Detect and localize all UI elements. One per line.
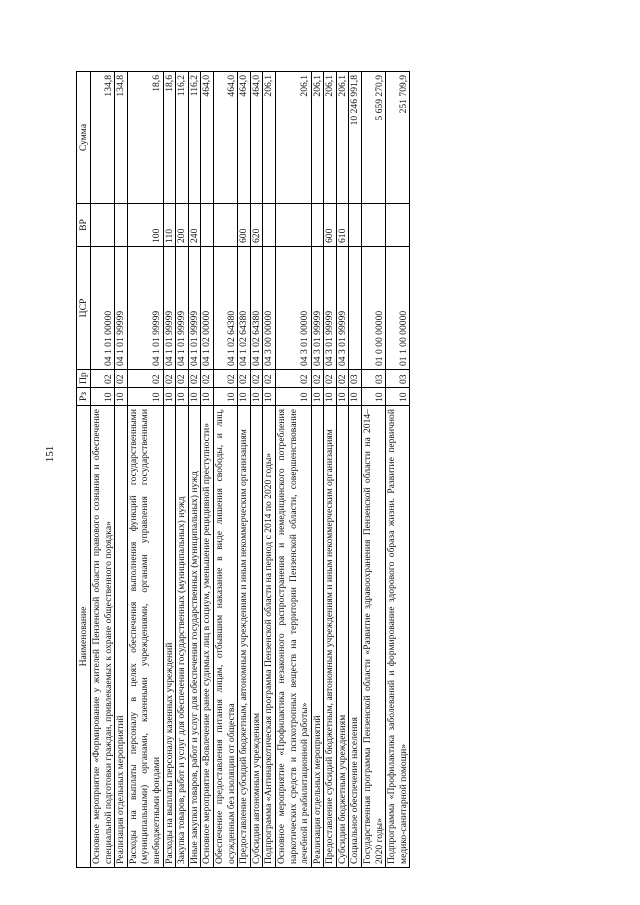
table-row	[238, 72, 251, 868]
cell-rz: 10	[263, 388, 276, 406]
cell-name: Реализация отдельных мероприятий	[115, 406, 128, 868]
cell-pr: 03	[386, 370, 410, 388]
cell-csr: 04 1 01 99999	[176, 247, 189, 370]
table-row	[250, 72, 263, 868]
cell-pr: 02	[311, 370, 324, 388]
cell-sum: 116,2	[176, 72, 189, 204]
cell-name: Предоставление субсидий бюджетным, автономным учреждениям и иным некоммерческим организациям	[238, 406, 251, 868]
cell-vr	[263, 204, 276, 247]
cell-csr: 04 1 02 64380	[213, 247, 237, 370]
table-row	[115, 72, 128, 868]
cell-pr: 03	[349, 370, 362, 388]
cell-csr: 04 3 01 99999	[336, 247, 349, 370]
cell-pr: 02	[201, 370, 214, 388]
cell-name: Расходы на выплаты персоналу в целях обеспечения выполнения функций государственными (муниципальными) органами, казенными учреждениями, органами управления государственными внебюджетными фондами	[127, 406, 163, 868]
table-row	[336, 72, 349, 868]
cell-rz: 10	[213, 388, 237, 406]
cell-vr: 110	[163, 204, 176, 247]
cell-sum: 206,1	[324, 72, 337, 204]
cell-rz: 10	[163, 388, 176, 406]
cell-csr: 04 1 01 99999	[127, 247, 163, 370]
cell-name: Иные закупки товаров, работ и услуг для обеспечения государственных (муниципальных) нужд	[188, 406, 201, 868]
cell-csr: 04 1 02 64380	[250, 247, 263, 370]
cell-pr: 02	[176, 370, 189, 388]
cell-csr: 04 3 01 99999	[311, 247, 324, 370]
cell-rz: 10	[176, 388, 189, 406]
cell-vr	[311, 204, 324, 247]
header-rz: Рз	[77, 388, 91, 406]
table-row	[188, 72, 201, 868]
cell-name: Субсидии бюджетным учреждениям	[336, 406, 349, 868]
table-row	[91, 72, 115, 868]
cell-vr: 600	[238, 204, 251, 247]
cell-rz: 10	[238, 388, 251, 406]
cell-vr: 200	[176, 204, 189, 247]
cell-sum: 206,1	[263, 72, 276, 204]
cell-pr: 02	[275, 370, 311, 388]
cell-sum: 134,8	[115, 72, 128, 204]
cell-rz: 10	[349, 388, 362, 406]
cell-rz: 10	[275, 388, 311, 406]
table-row	[311, 72, 324, 868]
cell-name: Основное мероприятие «Профилактика незаконного распространения и немедицинского потребления наркотических средств и психотропных веществ на территории Пензенской области, совершенствование лечебной и реабилитационной работы»	[275, 406, 311, 868]
cell-pr: 02	[127, 370, 163, 388]
cell-vr: 100	[127, 204, 163, 247]
cell-csr: 04 1 02 64380	[238, 247, 251, 370]
cell-name: Социальное обеспечение населения	[349, 406, 362, 868]
table-row	[349, 72, 362, 868]
cell-vr	[362, 204, 386, 247]
cell-sum: 116,2	[188, 72, 201, 204]
table-row	[176, 72, 189, 868]
header-name: Наименование	[77, 406, 91, 868]
cell-name: Основное мероприятие «Вовлечение ранее судимых лиц в социум, уменьшение рецидивной преступности»	[201, 406, 214, 868]
cell-name: Государственная программа Пензенской области «Развитие здравоохранения Пензенской области на 2014–2020 годы»	[362, 406, 386, 868]
cell-name: Обеспечение предоставления питания лицам, отбывшим наказание в виде лишения свободы, и лиц, осужденным без изоляции от общества	[213, 406, 237, 868]
cell-csr	[349, 247, 362, 370]
cell-pr: 02	[263, 370, 276, 388]
cell-pr: 02	[336, 370, 349, 388]
cell-sum: 206,1	[336, 72, 349, 204]
table-row	[163, 72, 176, 868]
cell-csr: 01 1 00 00000	[386, 247, 410, 370]
cell-rz: 10	[336, 388, 349, 406]
cell-vr: 610	[336, 204, 349, 247]
cell-rz: 10	[311, 388, 324, 406]
cell-name: Реализация отдельных мероприятий	[311, 406, 324, 868]
cell-sum: 251 709,9	[386, 72, 410, 204]
cell-csr: 04 1 01 99999	[115, 247, 128, 370]
cell-vr	[201, 204, 214, 247]
page-number: 151	[44, 445, 56, 463]
cell-sum: 464,0	[250, 72, 263, 204]
cell-vr	[91, 204, 115, 247]
table-row	[275, 72, 311, 868]
cell-name: Расходы на выплаты персоналу казенных учреждений	[163, 406, 176, 868]
cell-vr: 240	[188, 204, 201, 247]
cell-vr: 600	[324, 204, 337, 247]
header-csr: ЦСР	[77, 247, 91, 370]
cell-sum: 18,6	[127, 72, 163, 204]
budget-table	[76, 71, 410, 868]
table-row	[324, 72, 337, 868]
cell-rz: 10	[386, 388, 410, 406]
cell-csr: 04 1 01 99999	[188, 247, 201, 370]
cell-rz: 10	[362, 388, 386, 406]
cell-pr: 02	[163, 370, 176, 388]
cell-pr: 02	[213, 370, 237, 388]
cell-sum: 134,8	[91, 72, 115, 204]
cell-vr	[386, 204, 410, 247]
cell-csr: 04 1 01 00000	[91, 247, 115, 370]
cell-csr: 04 3 01 99999	[324, 247, 337, 370]
table-header-row	[77, 72, 91, 868]
cell-pr: 02	[91, 370, 115, 388]
cell-rz: 10	[91, 388, 115, 406]
cell-sum: 464,0	[238, 72, 251, 204]
cell-vr	[115, 204, 128, 247]
cell-pr: 02	[238, 370, 251, 388]
table-row	[213, 72, 237, 868]
cell-name: Предоставление субсидий бюджетным, автономным учреждениям и иным некоммерческим организациям	[324, 406, 337, 868]
table-row	[386, 72, 410, 868]
cell-vr	[275, 204, 311, 247]
cell-vr	[213, 204, 237, 247]
cell-sum: 10 246 991,8	[349, 72, 362, 204]
table-row	[362, 72, 386, 868]
cell-pr: 03	[362, 370, 386, 388]
cell-rz: 10	[201, 388, 214, 406]
cell-csr: 04 1 01 99999	[163, 247, 176, 370]
cell-pr: 02	[188, 370, 201, 388]
cell-rz: 10	[324, 388, 337, 406]
cell-name: Основное мероприятие «Формирование у жителей Пензенской области правового сознания и обеспечение специальной подготовки граждан, привлекаемых к охране общественного порядка»	[91, 406, 115, 868]
cell-rz: 10	[188, 388, 201, 406]
cell-pr: 02	[324, 370, 337, 388]
cell-sum: 464,0	[201, 72, 214, 204]
cell-pr: 02	[250, 370, 263, 388]
cell-name: Субсидии автономным учреждениям	[250, 406, 263, 868]
cell-sum: 5 659 270,9	[362, 72, 386, 204]
table-body	[91, 72, 410, 868]
cell-name: Подпрограмма «Антинаркотическая программа Пензенской области на период с 2014 по 2020 годы»	[263, 406, 276, 868]
cell-csr: 04 1 02 00000	[201, 247, 214, 370]
cell-rz: 10	[115, 388, 128, 406]
cell-csr: 01 0 00 00000	[362, 247, 386, 370]
cell-vr	[349, 204, 362, 247]
table-row	[201, 72, 214, 868]
cell-name: Подпрограмма «Профилактика заболеваний и формирование здорового образа жизни. Развитие первичной медико-санитарной помощи»	[386, 406, 410, 868]
cell-rz: 10	[127, 388, 163, 406]
cell-csr: 04 3 00 00000	[263, 247, 276, 370]
cell-sum: 206,1	[275, 72, 311, 204]
cell-pr: 02	[115, 370, 128, 388]
cell-csr: 04 3 01 00000	[275, 247, 311, 370]
cell-name: Закупка товаров, работ и услуг для обеспечения государственных (муниципальных) нужд	[176, 406, 189, 868]
header-pr: Пр	[77, 370, 91, 388]
table-row	[263, 72, 276, 868]
cell-sum: 18,6	[163, 72, 176, 204]
cell-vr: 620	[250, 204, 263, 247]
cell-sum: 464,0	[213, 72, 237, 204]
rotated-page	[76, 72, 588, 868]
table-row	[127, 72, 163, 868]
cell-rz: 10	[250, 388, 263, 406]
cell-sum: 206,1	[311, 72, 324, 204]
header-vr: ВР	[77, 204, 91, 247]
header-sum: Сумма	[77, 72, 91, 204]
